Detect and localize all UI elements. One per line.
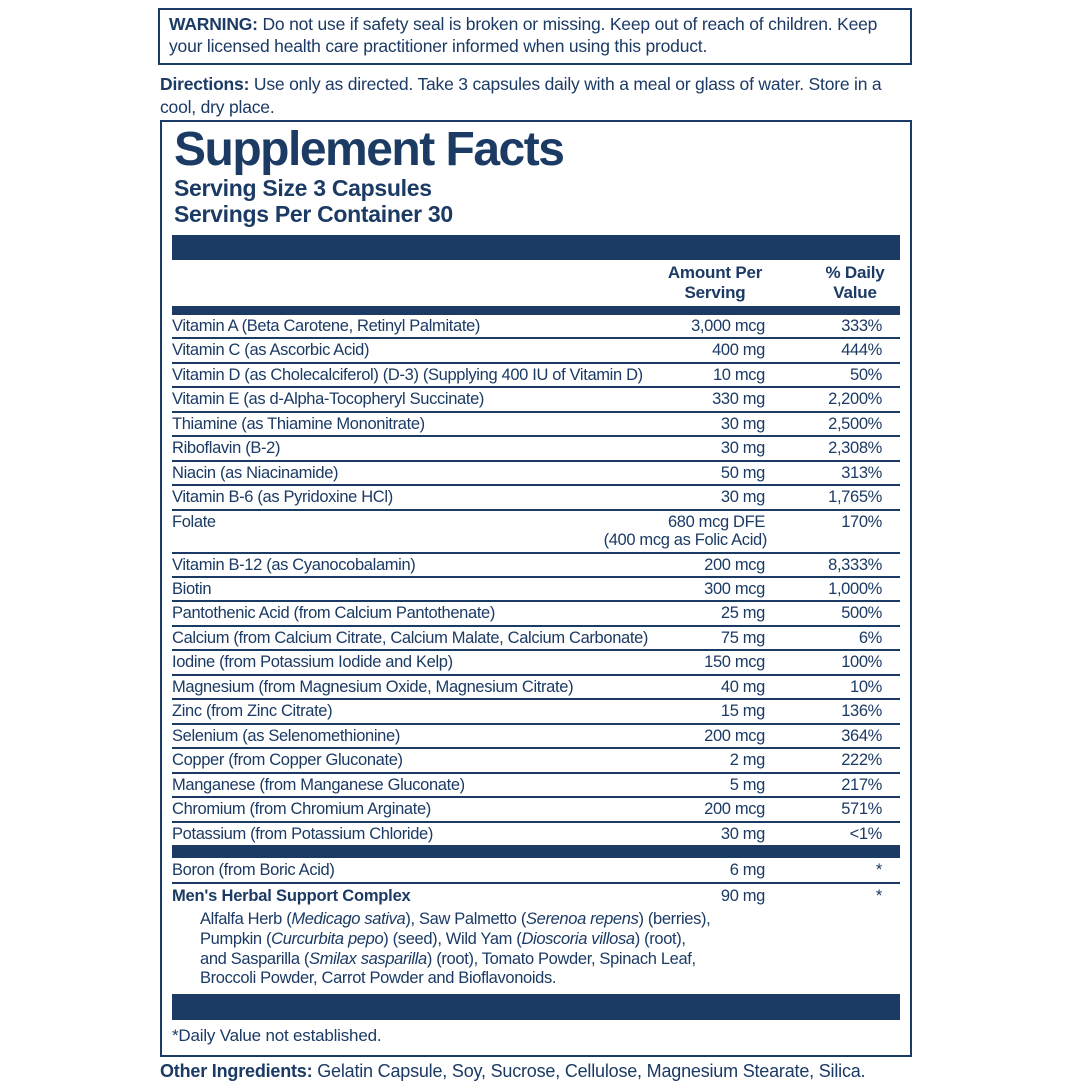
row-daily-value: 136%	[841, 702, 882, 721]
row-amount: 330 mg	[712, 390, 765, 409]
daily-value-footnote: *Daily Value not established.	[172, 1026, 382, 1046]
row-nutrient-name: Magnesium (from Magnesium Oxide, Magnesium Citrate)	[172, 677, 574, 696]
row-amount: 40 mg	[720, 677, 765, 696]
herbal-description-line: and Sasparilla (Smilax sasparilla) (root), Tomato Powder, Spinach Leaf,	[200, 949, 696, 968]
table-row	[172, 747, 900, 771]
herbal-description-line: Alfalfa Herb (Medicago sativa), Saw Palmetto (Serenoa repens) (berries),	[200, 910, 711, 929]
row-nutrient-name: Vitamin C (as Ascorbic Acid)	[172, 341, 370, 360]
panel-title: Supplement Facts	[174, 123, 564, 176]
row-nutrient-name: Boron (from Boric Acid)	[172, 861, 335, 880]
warning-box	[158, 8, 912, 65]
row-amount: 30 mg	[720, 488, 765, 507]
table-row	[172, 509, 900, 552]
row-daily-value: 6%	[858, 628, 882, 647]
row-nutrient-name: Thiamine (as Thiamine Mononitrate)	[172, 414, 425, 433]
row-amount: 15 mg	[720, 702, 765, 721]
herbal-description-line: Pumpkin (Curcurbita pepo) (seed), Wild Yam (Dioscoria villosa) (root),	[200, 929, 686, 948]
column-header-amount-line1: Amount Per	[667, 262, 763, 282]
other-ingredients-label: Other Ingredients:	[160, 1061, 313, 1081]
table-row	[172, 698, 900, 722]
secondary-table	[172, 858, 900, 881]
directions	[160, 73, 914, 119]
table-row	[172, 772, 900, 796]
divider-bar-middle	[172, 845, 900, 858]
row-nutrient-name: Vitamin D (as Cholecalciferol) (D-3) (Supplying 400 IU of Vitamin D)	[172, 365, 643, 384]
row-daily-value: 10%	[850, 677, 882, 696]
other-ingredients	[160, 1060, 920, 1083]
divider-bar-top	[172, 235, 900, 260]
row-daily-value: *	[875, 861, 882, 880]
row-daily-value: 217%	[841, 775, 882, 794]
row-nutrient-name: Pantothenic Acid (from Calcium Pantothenate)	[172, 604, 496, 623]
column-header-dv	[795, 263, 915, 303]
row-daily-value: 2,308%	[828, 439, 882, 458]
row-amount: 680 mcg DFE	[667, 512, 765, 531]
directions-label: Directions:	[160, 74, 250, 94]
row-nutrient-name: Chromium (from Chromium Arginate)	[172, 800, 431, 819]
table-row	[172, 649, 900, 673]
row-nutrient-name: Folate	[172, 512, 216, 531]
row-amount: 5 mg	[729, 775, 765, 794]
herbal-complex-description	[200, 910, 900, 989]
row-amount: 200 mcg	[704, 726, 765, 745]
table-row	[172, 435, 900, 459]
row-daily-value: 500%	[841, 604, 882, 623]
row-nutrient-name: Biotin	[172, 579, 212, 598]
row-amount: 3,000 mcg	[691, 316, 765, 335]
table-row	[172, 625, 900, 649]
herbal-complex-amount: 90 mg	[720, 886, 765, 905]
row-daily-value: 2,500%	[828, 414, 882, 433]
row-amount: 50 mg	[720, 463, 765, 482]
row-daily-value: 571%	[841, 800, 882, 819]
row-nutrient-name: Potassium (from Potassium Chloride)	[172, 824, 433, 843]
row-nutrient-name: Vitamin B-12 (as Cyanocobalamin)	[172, 555, 416, 574]
table-row	[172, 796, 900, 820]
row-nutrient-name: Selenium (as Selenomethionine)	[172, 726, 400, 745]
row-daily-value: <1%	[849, 824, 882, 843]
row-nutrient-name: Zinc (from Zinc Citrate)	[172, 702, 333, 721]
warning-text: Do not use if safety seal is broken or missing. Keep out of reach of children. Keep your licensed health care practitioner informed when using this product.	[169, 14, 878, 57]
row-daily-value: 313%	[841, 463, 882, 482]
row-nutrient-name: Niacin (as Niacinamide)	[172, 463, 339, 482]
row-nutrient-name: Vitamin E (as d-Alpha-Tocopheryl Succinate)	[172, 390, 485, 409]
row-amount: 150 mcg	[704, 653, 765, 672]
row-nutrient-name: Vitamin B-6 (as Pyridoxine HCl)	[172, 488, 393, 507]
row-daily-value: 364%	[841, 726, 882, 745]
row-amount: 400 mg	[712, 341, 765, 360]
row-amount: 75 mg	[720, 628, 765, 647]
table-row	[172, 315, 900, 337]
table-row	[172, 386, 900, 410]
table-row	[172, 362, 900, 386]
row-daily-value: 222%	[841, 751, 882, 770]
herbal-complex-row	[172, 882, 900, 907]
row-nutrient-name: Vitamin A (Beta Carotene, Retinyl Palmitate)	[172, 316, 481, 335]
table-row	[172, 600, 900, 624]
table-row	[172, 576, 900, 600]
table-row	[172, 484, 900, 508]
row-amount: 30 mg	[720, 824, 765, 843]
row-nutrient-name: Riboflavin (B-2)	[172, 439, 281, 458]
row-daily-value: 1,765%	[828, 488, 882, 507]
row-amount: 25 mg	[720, 604, 765, 623]
herbal-complex-dv: *	[875, 886, 882, 905]
table-row	[172, 460, 900, 484]
herbal-complex-name: Men's Herbal Support Complex	[172, 886, 411, 905]
column-header-amount	[630, 263, 800, 303]
row-nutrient-name: Iodine (from Potassium Iodide and Kelp)	[172, 653, 453, 672]
row-amount: 2 mg	[729, 751, 765, 770]
row-daily-value: 50%	[850, 365, 882, 384]
nutrient-table	[172, 315, 900, 845]
row-amount: 300 mcg	[704, 579, 765, 598]
row-daily-value: 8,333%	[828, 555, 882, 574]
column-header-dv-line2: Value	[833, 282, 877, 302]
divider-bar-header	[172, 306, 900, 315]
row-daily-value: 444%	[841, 341, 882, 360]
row-amount-secondary: (400 mcg as Folic Acid)	[603, 531, 767, 550]
row-daily-value: 333%	[841, 316, 882, 335]
serving-size: Serving Size 3 Capsules	[174, 174, 432, 201]
row-amount: 6 mg	[729, 861, 765, 880]
row-amount: 30 mg	[720, 414, 765, 433]
row-nutrient-name: Calcium (from Calcium Citrate, Calcium Malate, Calcium Carbonate)	[172, 628, 649, 647]
table-row	[172, 337, 900, 361]
table-row	[172, 552, 900, 576]
row-daily-value: 100%	[841, 653, 882, 672]
table-row	[172, 674, 900, 698]
table-row	[172, 821, 900, 845]
row-daily-value: 2,200%	[828, 390, 882, 409]
warning-label: WARNING:	[169, 14, 258, 34]
table-row	[172, 411, 900, 435]
herbal-description-line: Broccoli Powder, Carrot Powder and Bioflavonoids.	[200, 969, 557, 988]
row-nutrient-name: Manganese (from Manganese Gluconate)	[172, 775, 465, 794]
table-row	[172, 723, 900, 747]
servings-per-container: Servings Per Container 30	[174, 201, 453, 228]
directions-text: Use only as directed. Take 3 capsules daily with a meal or glass of water. Store in a cool, dry place.	[160, 74, 882, 117]
row-daily-value: 170%	[841, 512, 882, 531]
divider-bar-bottom	[172, 994, 900, 1020]
row-amount: 10 mcg	[712, 365, 765, 384]
other-ingredients-text: Gelatin Capsule, Soy, Sucrose, Cellulose, Magnesium Stearate, Silica.	[312, 1061, 866, 1081]
column-header-dv-line1: % Daily	[825, 262, 885, 282]
row-amount: 30 mg	[720, 439, 765, 458]
row-amount: 200 mcg	[704, 800, 765, 819]
table-row	[172, 858, 900, 881]
supplement-facts-panel	[160, 120, 912, 1057]
table-header	[172, 260, 900, 306]
row-amount: 200 mcg	[704, 555, 765, 574]
row-daily-value: 1,000%	[828, 579, 882, 598]
row-nutrient-name: Copper (from Copper Gluconate)	[172, 751, 403, 770]
column-header-amount-line2: Serving	[684, 282, 746, 302]
